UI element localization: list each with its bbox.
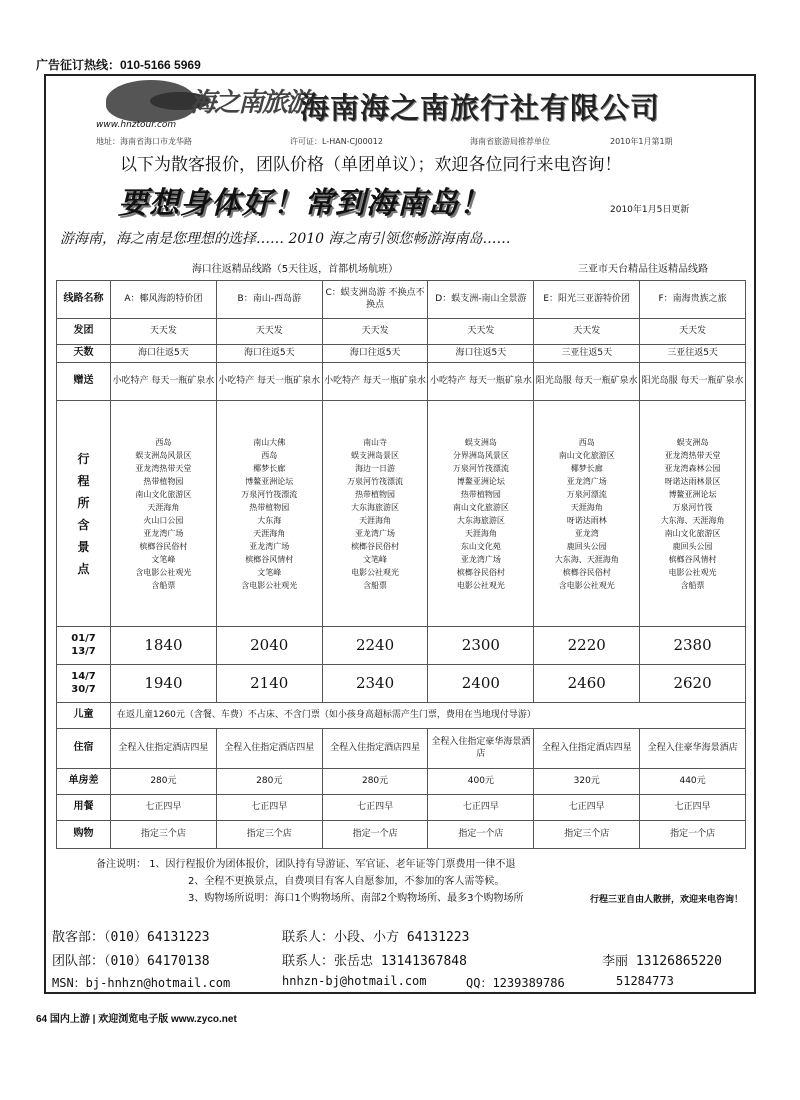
itinerary-item: 南山文化旅游区 xyxy=(452,502,509,512)
itinerary-item: 电影公社观光 xyxy=(351,567,400,577)
child-price-note: 在返儿童1260元（含餐、车费）不占床、不含门票（如小孩身高超标需产生门票，费用在当地现付导游） xyxy=(111,703,746,729)
itinerary-item: 大东海 xyxy=(257,515,282,525)
itinerary-item: 大东海旅游区 xyxy=(351,502,400,512)
row-label-shopping: 购物 xyxy=(57,821,111,849)
group-contact: 联系人：张岳忠 13141367848 xyxy=(282,954,467,969)
route-b-name: B：南山-西岛游 xyxy=(216,281,322,319)
table-row-shopping xyxy=(57,821,746,849)
itinerary-item: 天涯海角 xyxy=(570,502,603,512)
notes-title: 备注说明： xyxy=(96,859,146,870)
itinerary-item: 亚龙湾 xyxy=(574,528,599,538)
notes-item-3: 3、购物场所说明：海口1个购物场所、南部2个购物场所、最多3个购物场所 xyxy=(188,893,524,904)
itinerary-item: 亚龙湾广场 xyxy=(460,554,501,564)
welcome-line: 以下为散客报价，团队价格（单团单议）；欢迎各位同行来电咨询！ xyxy=(120,155,622,175)
itinerary-item: 天涯海角 xyxy=(464,528,497,538)
itinerary-item: 东山文化苑 xyxy=(460,541,501,551)
itinerary-item: 亚龙湾广场 xyxy=(355,528,396,538)
itinerary-item: 分界洲岛风景区 xyxy=(452,450,509,460)
retail-contact: 联系人：小段、小方 64131223 xyxy=(282,930,470,945)
table-row-period1 xyxy=(57,627,746,665)
route-d-days: 海口往返5天 xyxy=(428,345,534,363)
route-d-shopping: 指定一个店 xyxy=(428,821,534,849)
itinerary-item: 含电影公社观光 xyxy=(135,567,192,577)
itinerary-item: 万泉河漂流 xyxy=(566,489,607,499)
tour-price-table xyxy=(56,280,746,849)
itinerary-item: 含船票 xyxy=(680,580,705,590)
itinerary-label-char: 景 xyxy=(77,539,90,554)
itinerary-item: 含船票 xyxy=(363,580,388,590)
info-license: 许可证：L-HAN-CJ00012 xyxy=(290,137,383,146)
route-a-price1: 1840 xyxy=(111,627,217,665)
table-row-itinerary xyxy=(57,401,746,627)
route-b-hotel: 全程入住指定酒店四星 xyxy=(216,729,322,769)
itinerary-label-char: 程 xyxy=(77,473,90,488)
itinerary-item: 呀诺达雨林 xyxy=(566,515,607,525)
msn-address: MSN：bj-hnhzn@hotmail.com xyxy=(52,976,231,990)
route-e-meals: 七正四早 xyxy=(534,795,640,821)
itinerary-item: 槟榔谷风情村 xyxy=(245,554,294,564)
info-issue: 2010年1月第1期 xyxy=(610,137,673,146)
row-label-days: 天数 xyxy=(57,345,111,363)
table-row-days xyxy=(57,345,746,363)
route-e-gift: 阳光岛服 每天一瓶矿泉水 xyxy=(534,363,640,401)
itinerary-item: 博鳌亚洲论坛 xyxy=(456,476,505,486)
itinerary-item: 西岛 xyxy=(261,450,278,460)
row-label-period1: 01/7 13/7 xyxy=(57,627,111,665)
itinerary-item: 椰梦长廊 xyxy=(570,463,603,473)
row-label-departure: 发团 xyxy=(57,319,111,345)
email-address: hnhzn-bj@hotmail.com xyxy=(282,974,427,988)
route-d-name: D：蜈支洲-南山全景游 xyxy=(428,281,534,319)
route-c-price2: 2340 xyxy=(322,665,428,703)
route-d-departure: 天天发 xyxy=(428,319,534,345)
route-e-price1: 2220 xyxy=(534,627,640,665)
table-row-departure xyxy=(57,319,746,345)
row-label-meals: 用餐 xyxy=(57,795,111,821)
row-label-single: 单房差 xyxy=(57,769,111,795)
itinerary-label-char: 含 xyxy=(77,517,90,532)
route-d-hotel: 全程入住指定豪华海景酒店 xyxy=(428,729,534,769)
itinerary-item: 南山寺 xyxy=(363,437,388,447)
route-c-name: C：蜈支洲岛游 不换点不换点 xyxy=(322,281,428,319)
route-a-meals: 七正四早 xyxy=(111,795,217,821)
itinerary-item: 万泉河竹筏漂流 xyxy=(452,463,509,473)
route-e-single: 320元 xyxy=(534,769,640,795)
itinerary-item: 火山口公园 xyxy=(143,515,184,525)
route-f-name: F：南海贵族之旅 xyxy=(640,281,746,319)
table-row-hotel xyxy=(57,729,746,769)
route-d-price2: 2400 xyxy=(428,665,534,703)
route-a-name: A：椰风海韵特价团 xyxy=(111,281,217,319)
route-c-days: 海口往返5天 xyxy=(322,345,428,363)
notes-item-1: 1、因行程报价为团体报价，团队持有导游证、军官证、老年证等门票费用一律不退 xyxy=(149,859,516,870)
update-date: 2010年1月5日更新 xyxy=(610,205,690,215)
itinerary-item: 亚龙湾广场 xyxy=(249,541,290,551)
group-phone: （010）64170138 xyxy=(104,954,210,969)
itinerary-item: 大东海、天涯海角 xyxy=(554,554,619,564)
itinerary-item: 文笔峰 xyxy=(151,554,176,564)
itinerary-item: 博鳌亚洲论坛 xyxy=(245,476,294,486)
route-d-meals: 七正四早 xyxy=(428,795,534,821)
row-label-period2: 14/7 30/7 xyxy=(57,665,111,703)
itinerary-item: 天涯海角 xyxy=(359,515,392,525)
route-b-meals: 七正四早 xyxy=(216,795,322,821)
ad-hotline: 广告征订热线：010-5166 5969 xyxy=(36,58,201,72)
route-a-departure: 天天发 xyxy=(111,319,217,345)
routes-title-sanya: 三亚市天台精品往返精品线路 xyxy=(578,264,708,275)
qq-number: QQ：1239389786 xyxy=(466,976,565,990)
route-a-itinerary xyxy=(111,401,217,627)
route-f-meals: 七正四早 xyxy=(640,795,746,821)
itinerary-item: 大东海旅游区 xyxy=(456,515,505,525)
itinerary-item: 热带植物园 xyxy=(460,489,501,499)
route-a-gift: 小吃特产 每天一瓶矿泉水 xyxy=(111,363,217,401)
route-c-departure: 天天发 xyxy=(322,319,428,345)
route-a-price2: 1940 xyxy=(111,665,217,703)
route-a-days: 海口往返5天 xyxy=(111,345,217,363)
route-c-shopping: 指定一个店 xyxy=(322,821,428,849)
route-f-price2: 2620 xyxy=(640,665,746,703)
itinerary-item: 西岛 xyxy=(155,437,172,447)
itinerary-item: 电影公社观光 xyxy=(456,580,505,590)
group-contact-2: 李丽 13126865220 xyxy=(602,954,722,969)
retail-phone: （010）64131223 xyxy=(104,930,210,945)
logo-script-text: 海之南旅游 xyxy=(190,88,311,118)
notes-line xyxy=(96,856,523,873)
itinerary-item: 含电影公社观光 xyxy=(241,580,298,590)
itinerary-item: 大东海、天涯海角 xyxy=(660,515,725,525)
table-row-gift xyxy=(57,363,746,401)
itinerary-item: 南山文化旅游区 xyxy=(135,489,192,499)
route-e-departure: 天天发 xyxy=(534,319,640,345)
itinerary-label-char: 点 xyxy=(77,561,90,576)
route-d-price1: 2300 xyxy=(428,627,534,665)
itinerary-item: 博鳌亚洲论坛 xyxy=(668,489,717,499)
itinerary-item: 南山文化旅游区 xyxy=(664,528,721,538)
route-c-hotel: 全程入住指定酒店四星 xyxy=(322,729,428,769)
route-c-gift: 小吃特产 每天一瓶矿泉水 xyxy=(322,363,428,401)
itinerary-item: 南山大佛 xyxy=(253,437,286,447)
table-row-child xyxy=(57,703,746,729)
itinerary-item: 蜈支洲岛 xyxy=(676,437,709,447)
route-b-days: 海口往返5天 xyxy=(216,345,322,363)
company-name: 海南海之南旅行社有限公司 xyxy=(300,91,661,125)
itinerary-item: 文笔峰 xyxy=(363,554,388,564)
itinerary-item: 亚龙湾森林公园 xyxy=(664,463,721,473)
route-f-departure: 天天发 xyxy=(640,319,746,345)
route-f-itinerary xyxy=(640,401,746,627)
table-row-name xyxy=(57,281,746,319)
route-e-hotel: 全程入住指定酒店四星 xyxy=(534,729,640,769)
itinerary-item: 海边一日游 xyxy=(355,463,396,473)
itinerary-item: 西岛 xyxy=(578,437,595,447)
route-f-hotel: 全程入住豪华海景酒店 xyxy=(640,729,746,769)
route-d-gift: 小吃特产 每天一瓶矿泉水 xyxy=(428,363,534,401)
itinerary-item: 蜈支洲岛景区 xyxy=(351,450,400,460)
info-recommend: 海南省旅游局推荐单位 xyxy=(470,137,550,146)
retail-label: 散客部： xyxy=(52,930,105,945)
itinerary-label-char: 行 xyxy=(77,451,90,466)
route-c-price1: 2240 xyxy=(322,627,428,665)
itinerary-item: 含船票 xyxy=(151,580,176,590)
table-row-period2 xyxy=(57,665,746,703)
route-a-hotel: 全程入住指定酒店四星 xyxy=(111,729,217,769)
table-row-single xyxy=(57,769,746,795)
itinerary-label-char: 所 xyxy=(77,495,90,510)
info-address: 地址：海南省海口市龙华路 xyxy=(96,137,192,146)
row-label-hotel: 住宿 xyxy=(57,729,111,769)
itinerary-item: 槟榔谷民俗村 xyxy=(562,567,611,577)
route-f-price1: 2380 xyxy=(640,627,746,665)
itinerary-item: 电影公社观光 xyxy=(668,567,717,577)
route-f-gift: 阳光岛服 每天一瓶矿泉水 xyxy=(640,363,746,401)
itinerary-item: 热带植物园 xyxy=(249,502,290,512)
route-b-price1: 2040 xyxy=(216,627,322,665)
itinerary-item: 呀诺达雨林景区 xyxy=(664,476,721,486)
row-label-name: 线路名称 xyxy=(57,281,111,319)
route-f-shopping: 指定一个店 xyxy=(640,821,746,849)
routes-title-haikou: 海口往返精品线路（5天往返，首都机场航班） xyxy=(191,264,399,275)
slogan: 要想身体好！常到海南岛！ xyxy=(118,186,490,221)
itinerary-item: 鹿回头公园 xyxy=(672,541,713,551)
route-e-shopping: 指定三个店 xyxy=(534,821,640,849)
page-footer: 64 国内上游 | 欢迎浏览电子版 www.zyco.net xyxy=(36,1014,237,1025)
group-label: 团队部： xyxy=(52,954,105,969)
logo-url: www.hnztour.com xyxy=(96,120,177,130)
self-tour-tip: 行程三亚自由人散拼，欢迎来电咨询！ xyxy=(590,892,743,905)
route-b-itinerary xyxy=(216,401,322,627)
notes-item-2: 2、全程不更换景点，自费项目有客人自愿参加，不参加的客人需等候。 xyxy=(188,876,505,887)
route-b-shopping: 指定三个店 xyxy=(216,821,322,849)
route-e-price2: 2460 xyxy=(534,665,640,703)
notes-block xyxy=(96,856,523,907)
route-b-single: 280元 xyxy=(216,769,322,795)
itinerary-item: 槟榔谷民俗村 xyxy=(139,541,188,551)
itinerary-item: 鹿回头公园 xyxy=(566,541,607,551)
itinerary-item: 槟榔谷风情村 xyxy=(668,554,717,564)
route-c-single: 280元 xyxy=(322,769,428,795)
itinerary-item: 南山文化旅游区 xyxy=(558,450,615,460)
guide-line: 游海南，海之南是您理想的选择…… 2010 海之南引领您畅游海南岛…… xyxy=(60,231,511,247)
itinerary-item: 亚龙湾热带天堂 xyxy=(664,450,721,460)
itinerary-item: 万泉河竹筏漂流 xyxy=(241,489,298,499)
itinerary-item: 万泉河竹筏 xyxy=(672,502,713,512)
route-d-single: 400元 xyxy=(428,769,534,795)
group-dept xyxy=(52,950,210,969)
itinerary-item: 槟榔谷民俗村 xyxy=(456,567,505,577)
itinerary-item: 天涯海角 xyxy=(147,502,180,512)
route-b-price2: 2140 xyxy=(216,665,322,703)
itinerary-item: 含电影公社观光 xyxy=(558,580,615,590)
route-e-name: E：阳光三亚游特价团 xyxy=(534,281,640,319)
route-d-itinerary xyxy=(428,401,534,627)
route-f-single: 440元 xyxy=(640,769,746,795)
route-e-days: 三亚往返5天 xyxy=(534,345,640,363)
itinerary-item: 热带植物园 xyxy=(355,489,396,499)
retail-dept xyxy=(52,926,210,945)
route-c-itinerary xyxy=(322,401,428,627)
route-f-days: 三亚往返5天 xyxy=(640,345,746,363)
itinerary-item: 蜈支洲岛 xyxy=(464,437,497,447)
itinerary-item: 热带植物园 xyxy=(143,476,184,486)
itinerary-item: 椰梦长廊 xyxy=(253,463,286,473)
route-a-shopping: 指定三个店 xyxy=(111,821,217,849)
route-e-itinerary xyxy=(534,401,640,627)
itinerary-item: 亚龙湾广场 xyxy=(143,528,184,538)
itinerary-item: 天涯海角 xyxy=(253,528,286,538)
route-b-gift: 小吃特产 每天一瓶矿泉水 xyxy=(216,363,322,401)
itinerary-item: 文笔峰 xyxy=(257,567,282,577)
route-b-departure: 天天发 xyxy=(216,319,322,345)
table-row-meals xyxy=(57,795,746,821)
itinerary-item: 亚龙湾广场 xyxy=(566,476,607,486)
route-a-single: 280元 xyxy=(111,769,217,795)
itinerary-item: 万泉河竹筏漂流 xyxy=(347,476,404,486)
qq-number-2: 51284773 xyxy=(616,974,674,988)
row-label-itinerary xyxy=(57,401,111,627)
itinerary-item: 亚龙湾热带天堂 xyxy=(135,463,192,473)
itinerary-item: 蜈支洲岛风景区 xyxy=(135,450,192,460)
route-c-meals: 七正四早 xyxy=(322,795,428,821)
itinerary-item: 槟榔谷民俗村 xyxy=(351,541,400,551)
row-label-gift: 赠送 xyxy=(57,363,111,401)
row-label-child: 儿童 xyxy=(57,703,111,729)
